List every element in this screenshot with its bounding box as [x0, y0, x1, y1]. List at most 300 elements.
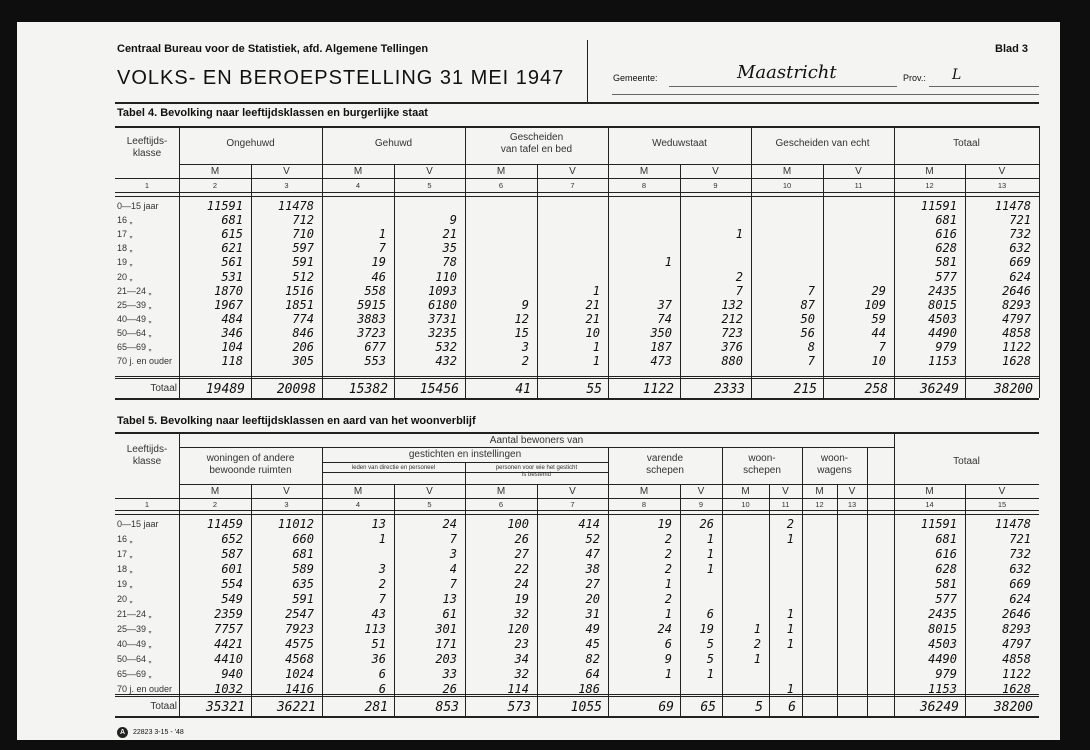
cell-value: 624 — [1009, 592, 1031, 606]
column-number: 5 — [427, 500, 432, 509]
cell-value: 1 — [753, 652, 761, 666]
h-rule — [179, 447, 894, 448]
cell-value: 37 — [657, 297, 672, 312]
age-label: 19 „ — [117, 257, 133, 268]
sex-header: V — [697, 486, 705, 497]
cell-value: 9 — [449, 213, 457, 228]
cell-value: 632 — [1009, 241, 1031, 256]
cell-value: 4797 — [1002, 311, 1031, 326]
table5-bottom-rule — [115, 716, 1039, 718]
cell-value: 414 — [578, 517, 600, 531]
cell-value: 206 — [292, 340, 314, 354]
column-number: 13 — [847, 500, 857, 509]
cell-value: 554 — [221, 577, 243, 591]
cell-value: 3 — [521, 340, 529, 354]
cell-value: 2 — [664, 547, 672, 561]
cell-value: 1 — [753, 622, 761, 636]
column-number: 12 — [925, 181, 934, 190]
cell-value: 110 — [435, 269, 457, 284]
v-rule — [837, 484, 838, 716]
age-label: 18 „ — [117, 564, 133, 574]
cell-value: 203 — [435, 652, 457, 666]
total-value: 55 — [586, 382, 602, 397]
cell-value: 2 — [664, 562, 672, 576]
cell-value: 21 — [585, 297, 600, 312]
sex-header: M — [353, 486, 363, 497]
cell-value: 577 — [935, 592, 957, 606]
cell-value: 11591 — [920, 517, 957, 531]
cell-value: 7 — [378, 592, 386, 606]
cell-value: 2 — [521, 354, 529, 369]
cell-value: 581 — [935, 577, 957, 591]
sex-header: V — [855, 166, 862, 177]
gemeente-label: Gemeente: — [613, 73, 658, 83]
cell-value: 32 — [514, 607, 529, 621]
sex-header: V — [426, 166, 433, 177]
cell-value: 1 — [786, 607, 794, 621]
cell-value: 64 — [585, 667, 600, 681]
total-value: 38200 — [993, 382, 1033, 397]
cell-value: 6 — [706, 607, 714, 621]
prov-value: L — [952, 67, 962, 83]
cell-value: 52 — [585, 532, 600, 546]
cell-value: 7923 — [285, 622, 314, 636]
cell-value: 87 — [800, 297, 815, 312]
group-header: woningen of andere bewoonde ruimten — [206, 453, 295, 476]
column-number: 11 — [781, 500, 790, 509]
cell-value: 581 — [935, 255, 957, 270]
cell-value: 82 — [585, 652, 600, 666]
cell-value: 36 — [371, 652, 386, 666]
cell-value: 677 — [364, 340, 386, 354]
cell-value: 4568 — [285, 652, 314, 666]
cell-value: 4490 — [928, 652, 957, 666]
form-title: VOLKS- EN BEROEPSTELLING 31 MEI 1947 — [117, 67, 565, 89]
group-header: woon- schepen — [743, 453, 781, 476]
total-value: 38200 — [993, 700, 1033, 715]
cell-value: 1 — [786, 682, 794, 696]
sex-header: M — [925, 486, 934, 497]
cell-value: 7757 — [214, 622, 243, 636]
cell-value: 6 — [378, 667, 386, 681]
cell-value: 561 — [221, 255, 243, 270]
cell-value: 11012 — [277, 517, 314, 531]
age-label: 16 „ — [117, 534, 133, 544]
age-label: 0—15 jaar — [117, 201, 159, 211]
cell-value: 2646 — [1002, 607, 1031, 621]
cell-value: 7 — [378, 241, 386, 256]
cell-value: 19 — [371, 255, 386, 270]
cell-value: 43 — [371, 607, 386, 621]
cell-value: 3 — [449, 547, 457, 561]
cell-value: 5915 — [357, 297, 386, 312]
cell-value: 732 — [1009, 227, 1031, 242]
total-value: 15456 — [419, 382, 459, 397]
h-rule — [115, 510, 1039, 511]
cell-value: 1 — [592, 354, 600, 369]
cell-value: 587 — [221, 547, 243, 561]
cell-value: 1122 — [1002, 340, 1031, 354]
cell-value: 632 — [1009, 562, 1031, 576]
cell-value: 1 — [706, 667, 714, 681]
group-header: Totaal — [953, 456, 980, 467]
cell-value: 24 — [514, 577, 529, 591]
age-label: 18 „ — [117, 243, 133, 254]
total-value: 19489 — [205, 382, 245, 397]
age-label: 65—69 „ — [117, 669, 152, 679]
cell-value: 301 — [435, 622, 457, 636]
cell-value: 100 — [507, 517, 529, 531]
cell-value: 591 — [292, 255, 314, 270]
cell-value: 49 — [585, 622, 600, 636]
subgroup-header: personen voor wie het gesticht is bestemd — [495, 465, 578, 478]
cell-value: 27 — [514, 547, 529, 561]
age-label: 40—49 „ — [117, 639, 152, 649]
cell-value: 31 — [585, 607, 600, 621]
sex-header: M — [210, 486, 220, 497]
cell-value: 2 — [664, 532, 672, 546]
total-value: 41 — [515, 382, 531, 397]
column-number: 2 — [212, 181, 218, 190]
cell-value: 50 — [800, 311, 815, 326]
cell-value: 305 — [292, 354, 314, 369]
sex-header: V — [283, 486, 290, 497]
cell-value: 979 — [935, 340, 957, 354]
cell-value: 2359 — [214, 607, 243, 621]
column-number: 4 — [355, 500, 361, 509]
v-rule — [867, 447, 868, 716]
cell-value: 7 — [449, 577, 457, 591]
cell-value: 26 — [699, 517, 714, 531]
cell-value: 8015 — [928, 297, 957, 312]
sex-header: M — [639, 486, 649, 497]
column-number: 1 — [144, 500, 150, 509]
h-rule — [115, 498, 1039, 499]
total-value: 215 — [793, 382, 817, 397]
age-label: 0—15 jaar — [117, 519, 159, 529]
age-header: Leeftijds- klasse — [126, 444, 168, 467]
column-number: 1 — [144, 181, 150, 190]
cell-value: 1 — [786, 637, 794, 651]
cell-value: 24 — [657, 622, 672, 636]
cell-value: 21 — [585, 311, 600, 326]
cell-value: 2 — [378, 577, 386, 591]
column-number: 10 — [782, 181, 792, 190]
cell-value: 628 — [935, 241, 957, 256]
cell-value: 132 — [721, 297, 743, 312]
total-value: 20098 — [276, 382, 316, 397]
group-header: Ongehuwd — [226, 138, 275, 149]
cell-value: 13 — [442, 592, 457, 606]
age-header: Leeftijds- klasse — [126, 136, 168, 159]
total-value: 36221 — [276, 700, 316, 715]
cell-value: 120 — [507, 622, 529, 636]
cell-value: 11478 — [994, 199, 1031, 213]
total-value: 36249 — [919, 700, 959, 715]
top-group-header: Aantal bewoners van — [489, 435, 584, 446]
cell-value: 15 — [514, 325, 529, 340]
cell-value: 669 — [1009, 255, 1031, 270]
total-value: 1122 — [642, 382, 674, 397]
cell-value: 2 — [664, 592, 672, 606]
cell-value: 1 — [664, 667, 672, 681]
cell-value: 8 — [807, 340, 815, 354]
group-header: varende schepen — [646, 453, 684, 476]
cell-value: 4503 — [928, 311, 957, 326]
total-label: Totaal — [150, 701, 177, 712]
cell-value: 8293 — [1002, 297, 1031, 312]
column-number: 9 — [698, 500, 704, 509]
sex-header: V — [569, 486, 576, 497]
cell-value: 113 — [364, 622, 386, 636]
cell-value: 5 — [706, 652, 714, 666]
column-number: 11 — [854, 181, 863, 190]
table5 — [17, 22, 1060, 740]
cell-value: 114 — [507, 682, 529, 696]
cell-value: 6180 — [428, 297, 457, 312]
cell-value: 20 — [585, 592, 600, 606]
cell-value: 512 — [292, 269, 314, 284]
total-value: 573 — [507, 700, 531, 715]
cell-value: 2 — [753, 637, 761, 651]
cell-value: 4 — [449, 562, 457, 576]
cell-value: 4858 — [1002, 325, 1031, 340]
cell-value: 652 — [221, 532, 243, 546]
cell-value: 1870 — [214, 283, 243, 298]
cell-value: 212 — [721, 311, 743, 326]
age-label: 40—49 „ — [117, 313, 152, 324]
sex-header: V — [998, 166, 1006, 177]
age-label: 19 „ — [117, 579, 133, 589]
cell-value: 45 — [585, 637, 600, 651]
group-header: Totaal — [953, 138, 980, 149]
cell-value: 6 — [378, 682, 386, 696]
cell-value: 681 — [221, 213, 243, 228]
cell-value: 484 — [221, 311, 243, 326]
cell-value: 350 — [650, 325, 672, 340]
column-number: 7 — [570, 181, 575, 190]
cell-value: 13 — [371, 517, 386, 531]
cell-value: 2 — [735, 269, 743, 284]
cell-value: 1628 — [1002, 682, 1031, 696]
cell-value: 531 — [221, 269, 243, 284]
cell-value: 1 — [706, 532, 714, 546]
group-header: Gescheiden van tafel en bed — [500, 132, 573, 155]
cell-value: 1 — [592, 283, 600, 298]
column-number: 5 — [427, 181, 432, 190]
age-label: 50—64 „ — [117, 327, 152, 338]
cell-value: 601 — [221, 562, 243, 576]
cell-value: 19 — [514, 592, 529, 606]
cell-value: 1 — [378, 532, 386, 546]
cell-value: 4797 — [1002, 637, 1031, 651]
sex-header: V — [848, 486, 856, 497]
cell-value: 4421 — [214, 637, 243, 651]
cell-value: 6 — [664, 637, 672, 651]
column-number: 7 — [570, 500, 575, 509]
cell-value: 628 — [935, 562, 957, 576]
cell-value: 532 — [435, 340, 457, 354]
cell-value: 681 — [935, 532, 957, 546]
group-header: woon- wagens — [817, 453, 852, 476]
cell-value: 4490 — [928, 325, 957, 340]
h-rule — [115, 514, 1039, 515]
column-number: 4 — [355, 181, 361, 190]
cell-value: 22 — [514, 562, 529, 576]
stamp-letter: A — [119, 729, 126, 736]
cell-value: 1024 — [285, 667, 314, 681]
cell-value: 1967 — [214, 297, 243, 312]
group-header: Gehuwd — [374, 138, 413, 149]
sex-header: V — [569, 166, 576, 177]
cell-value: 1 — [706, 547, 714, 561]
cell-value: 589 — [292, 562, 314, 576]
total-label: Totaal — [150, 383, 177, 394]
h-rule — [179, 484, 1039, 485]
total-value: 2333 — [713, 382, 745, 397]
form-code: 22823 3-15 - '48 — [133, 729, 184, 736]
cell-value: 3 — [378, 562, 386, 576]
cell-value: 11478 — [994, 517, 1031, 531]
cell-value: 11591 — [920, 199, 957, 213]
total-value: 36249 — [919, 382, 959, 397]
cell-value: 3731 — [428, 311, 457, 326]
cell-value: 11591 — [206, 199, 243, 213]
cell-value: 33 — [442, 667, 457, 681]
cell-value: 10 — [585, 325, 600, 340]
cell-value: 616 — [935, 547, 957, 561]
cell-value: 5 — [706, 637, 714, 651]
cell-value: 577 — [935, 269, 957, 284]
cell-value: 3883 — [357, 311, 386, 326]
total-value: 853 — [435, 700, 459, 715]
cell-value: 34 — [514, 652, 529, 666]
cell-value: 681 — [935, 213, 957, 228]
cell-value: 11478 — [277, 199, 314, 213]
age-label: 65—69 „ — [117, 342, 152, 352]
cell-value: 8293 — [1002, 622, 1031, 636]
age-label: 25—39 „ — [117, 299, 152, 310]
table5-top-rule — [115, 432, 1039, 434]
cell-value: 9 — [521, 297, 529, 312]
cell-value: 432 — [435, 354, 457, 369]
sex-header: M — [496, 486, 506, 497]
cell-value: 2 — [786, 517, 794, 531]
total-value: 6 — [788, 700, 796, 715]
cell-value: 669 — [1009, 577, 1031, 591]
cell-value: 19 — [657, 517, 672, 531]
cell-value: 558 — [364, 283, 386, 298]
cell-value: 376 — [721, 340, 743, 354]
blad-number: Blad 3 — [995, 43, 1029, 55]
cell-value: 1 — [706, 562, 714, 576]
sex-header: M — [210, 166, 220, 177]
cell-value: 591 — [292, 592, 314, 606]
cell-value: 1851 — [285, 297, 314, 312]
column-number: 2 — [212, 500, 218, 509]
sex-header: M — [925, 166, 934, 177]
column-number: 3 — [284, 181, 289, 190]
cell-value: 597 — [292, 241, 314, 256]
cell-value: 46 — [371, 269, 386, 284]
column-number: 6 — [498, 500, 504, 509]
group-header: Gescheiden van echt — [775, 138, 870, 149]
cell-value: 721 — [1009, 213, 1031, 228]
total-value: 1055 — [570, 700, 602, 715]
cell-value: 710 — [292, 227, 314, 242]
cell-value: 1153 — [928, 682, 957, 696]
cell-value: 118 — [221, 354, 243, 369]
cell-value: 74 — [657, 311, 672, 326]
column-number: 8 — [641, 500, 647, 509]
sex-header: M — [815, 486, 824, 497]
cell-value: 940 — [221, 667, 243, 681]
cell-value: 12 — [514, 311, 529, 326]
bureau-line: Centraal Bureau voor de Statistiek, afd. Algemene Tellingen — [117, 43, 429, 55]
cell-value: 23 — [514, 637, 529, 651]
cell-value: 3723 — [357, 325, 386, 340]
age-label: 20 „ — [117, 594, 133, 604]
cell-value: 712 — [292, 213, 314, 228]
cell-value: 187 — [650, 340, 672, 354]
total-value: 5 — [755, 700, 763, 715]
cell-value: 1 — [735, 227, 743, 242]
age-label: 16 „ — [117, 215, 133, 226]
cell-value: 4503 — [928, 637, 957, 651]
sex-header: M — [353, 166, 363, 177]
cell-value: 11459 — [206, 517, 243, 531]
cell-value: 1153 — [928, 354, 957, 369]
column-number: 12 — [815, 500, 824, 509]
cell-value: 7 — [449, 532, 457, 546]
column-number: 6 — [498, 181, 504, 190]
group-header: Weduwstaat — [652, 138, 707, 149]
cell-value: 2435 — [928, 607, 957, 621]
cell-value: 47 — [585, 547, 600, 561]
cell-value: 3235 — [428, 325, 457, 340]
cell-value: 44 — [871, 325, 886, 340]
age-label: 25—39 „ — [117, 624, 152, 634]
cell-value: 635 — [292, 577, 314, 591]
cell-value: 38 — [585, 562, 600, 576]
cell-value: 624 — [1009, 269, 1031, 284]
column-number: 9 — [713, 181, 718, 190]
cell-value: 61 — [442, 607, 457, 621]
cell-value: 1516 — [285, 283, 314, 298]
sex-header: V — [998, 486, 1006, 497]
prov-label: Prov.: — [903, 73, 926, 83]
total-value: 69 — [658, 700, 674, 715]
cell-value: 549 — [221, 592, 243, 606]
cell-value: 10 — [871, 354, 886, 369]
total-value: 35321 — [205, 700, 245, 715]
cell-value: 109 — [864, 297, 886, 312]
sex-header: M — [639, 166, 649, 177]
sex-header: M — [782, 166, 792, 177]
cell-value: 171 — [435, 637, 457, 651]
cell-value: 621 — [221, 241, 243, 256]
cell-value: 59 — [871, 311, 886, 326]
cell-value: 846 — [292, 325, 314, 340]
cell-value: 774 — [292, 311, 314, 326]
cell-value: 35 — [442, 241, 457, 256]
group-header: gestichten en instellingen — [408, 449, 522, 460]
cell-value: 19 — [699, 622, 714, 636]
total-value: 15382 — [348, 382, 388, 397]
cell-value: 681 — [292, 547, 314, 561]
cell-value: 1416 — [285, 682, 314, 696]
column-number: 10 — [741, 500, 750, 509]
